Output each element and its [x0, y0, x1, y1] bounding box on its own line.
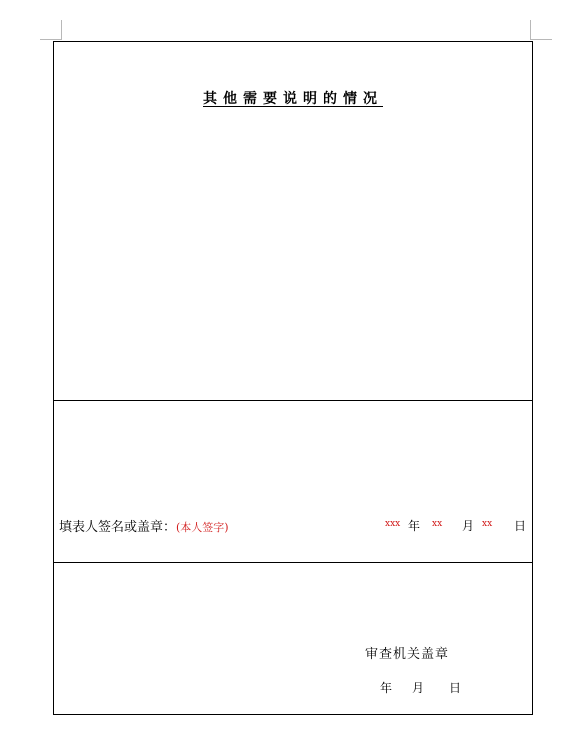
- signature-day-value: xx: [482, 519, 493, 529]
- signature-month-unit: 月: [462, 519, 475, 533]
- review-month-unit: 月: [412, 681, 425, 695]
- signature-hint: (本人签字): [176, 521, 229, 534]
- signature-label-row: [59, 516, 229, 535]
- review-year-unit: 年: [380, 681, 393, 695]
- review-seal-label: 审查机关盖章: [365, 647, 450, 662]
- notes-title-text: 其他需要说明的情况: [203, 91, 383, 107]
- crop-mark-top-left-vertical: [61, 20, 62, 40]
- review-section[interactable]: [54, 563, 532, 714]
- signature-year-value: xxx: [385, 519, 401, 529]
- review-day-unit: 日: [449, 681, 462, 695]
- crop-mark-top-right-horizontal: [530, 39, 552, 40]
- signature-year-unit: 年: [408, 519, 421, 533]
- signature-section[interactable]: [54, 401, 532, 563]
- signature-label: 填表人签名或盖章：: [59, 520, 177, 535]
- notes-section[interactable]: [54, 42, 532, 401]
- signature-day-unit: 日: [514, 519, 527, 533]
- crop-mark-top-right-vertical: [530, 20, 531, 40]
- notes-title: [54, 88, 532, 108]
- crop-mark-top-left-horizontal: [40, 39, 62, 40]
- form-table: [53, 41, 533, 715]
- signature-month-value: xx: [432, 519, 443, 529]
